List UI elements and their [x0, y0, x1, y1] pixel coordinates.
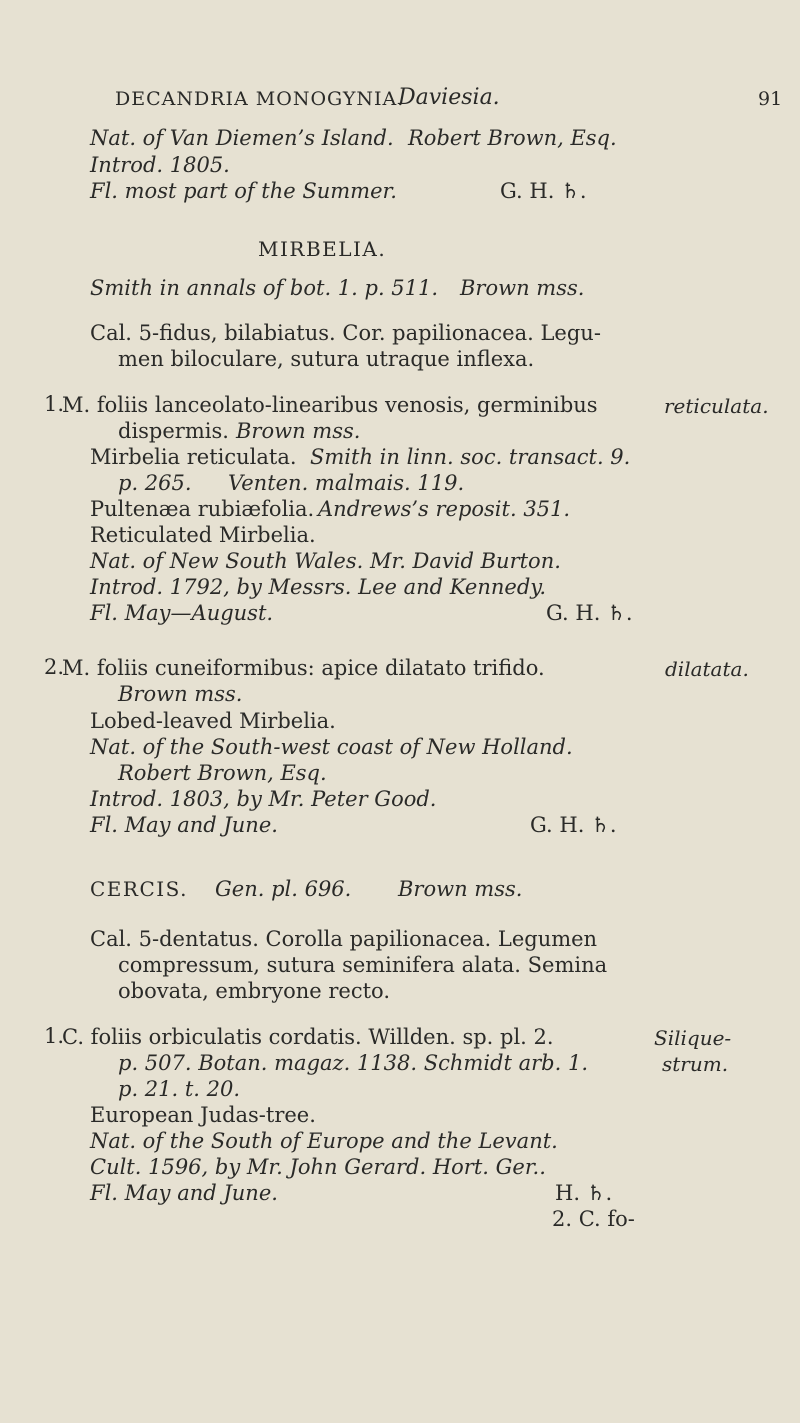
synonym-reference-cont: p. 265. [118, 471, 192, 495]
cercis-character-2: compressum, sutura seminifera alata. Semina [118, 953, 608, 977]
mirbelia-character-1: Cal. 5-fidus, bilabiatus. Cor. papilionacea. Legu- [90, 321, 601, 345]
habitat-mark: G. H. ♄. [530, 813, 617, 837]
daviesia-collector: Robert Brown, Esq. [408, 126, 617, 150]
running-title: DECANDRIA MONOGYNIA. [115, 88, 405, 110]
species-diagnosis: M. foliis lanceolato-linearibus venosis, germinibus [62, 393, 598, 417]
flowering-line: Fl. May and June. [90, 813, 278, 837]
cercis-character-3: obovata, embryone recto. [118, 979, 390, 1003]
margin-name-cont: strum. [662, 1052, 729, 1076]
genus-title-cercis: CERCIS. [90, 877, 189, 901]
mirbelia-reference-mss: Brown mss. [460, 276, 585, 300]
cercis-reference: Gen. pl. 696. [215, 877, 352, 901]
page-number: 91 [758, 88, 783, 110]
species-references-cont: p. 21. t. 20. [118, 1077, 241, 1101]
mirbelia-reference: Smith in annals of bot. 1. p. 511. [90, 276, 439, 300]
synonym-reference-3: Andrews’s reposit. 351. [318, 497, 571, 521]
cercis-character-1: Cal. 5-dentatus. Corolla papilionacea. Legumen [90, 927, 598, 951]
common-name: Reticulated Mirbelia. [90, 523, 316, 547]
species-diagnosis-cont: dispermis. [118, 419, 229, 443]
native-line: Nat. of the South of Europe and the Levant. [90, 1129, 558, 1153]
synonym-line: Mirbelia reticulata. [90, 445, 297, 469]
margin-name: reticulata. [664, 394, 769, 418]
margin-name: dilatata. [665, 657, 749, 681]
synonym-reference: Smith in linn. soc. transact. 9. [310, 445, 631, 469]
cercis-reference-mss: Brown mss. [398, 877, 523, 901]
synonym-reference-2: Venten. malmais. 119. [228, 471, 465, 495]
introd-line: Introd. 1803, by Mr. Peter Good. [90, 787, 437, 811]
daviesia-introd: Introd. 1805. [90, 153, 230, 177]
species-diagnosis: C. foliis orbiculatis cordatis. Willden. sp. pl. 2. [62, 1025, 554, 1049]
common-name: Lobed-leaved Mirbelia. [90, 709, 336, 733]
species-authority: Brown mss. [236, 419, 361, 443]
daviesia-habitat: G. H. ♄. [500, 179, 587, 203]
habitat-mark: G. H. ♄. [546, 601, 633, 625]
species-references: p. 507. Botan. magaz. 1138. Schmidt arb. 1. [118, 1051, 588, 1075]
native-line-cont: Robert Brown, Esq. [118, 761, 327, 785]
species-diagnosis: M. foliis cuneiformibus: apice dilatato trifido. [62, 656, 545, 680]
habitat-mark: H. ♄. [555, 1181, 613, 1205]
cultivation-line: Cult. 1596, by Mr. John Gerard. Hort. Ger.. [90, 1155, 546, 1179]
common-name: European Judas-tree. [90, 1103, 316, 1127]
introd-line: Introd. 1792, by Messrs. Lee and Kennedy. [90, 575, 547, 599]
daviesia-flowering: Fl. most part of the Summer. [90, 179, 397, 203]
native-line: Nat. of New South Wales. Mr. David Burton. [90, 549, 561, 573]
synonym-line-2: Pultenæa rubiæfolia. [90, 497, 315, 521]
catchword: 2. C. fo- [552, 1207, 635, 1231]
native-line: Nat. of the South-west coast of New Holland. [90, 735, 573, 759]
running-genus: Daviesia. [398, 85, 500, 110]
species-number: 1. [44, 1024, 65, 1048]
species-authority: Brown mss. [118, 682, 243, 706]
genus-title-mirbelia: MIRBELIA. [258, 237, 387, 261]
mirbelia-character-2: men biloculare, sutura utraque inflexa. [118, 347, 535, 371]
margin-name: Silique- [654, 1026, 732, 1050]
species-number: 1. [44, 392, 65, 416]
flowering-line: Fl. May—August. [90, 601, 274, 625]
daviesia-native: Nat. of Van Diemen’s Island. [90, 126, 394, 150]
flowering-line: Fl. May and June. [90, 1181, 278, 1205]
species-number: 2. [44, 655, 65, 679]
